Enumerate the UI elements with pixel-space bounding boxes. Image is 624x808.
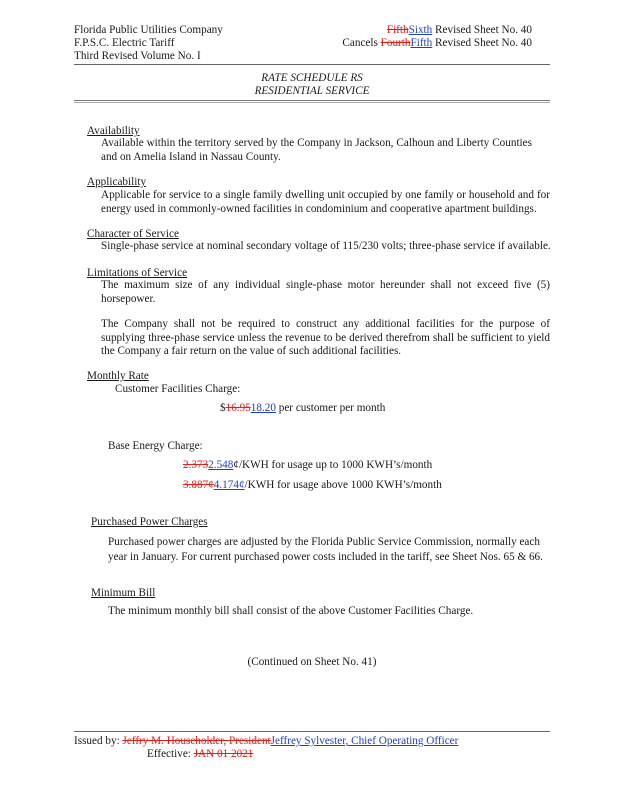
minimum-bill-text: The minimum monthly bill shall consist of the above Customer Facilities Charge. xyxy=(108,605,474,617)
cancels-prefix: Cancels xyxy=(342,37,381,49)
customer-facilities-label: Customer Facilities Charge: xyxy=(115,383,241,395)
charge-inserted: 18.20 xyxy=(250,402,276,414)
sheet-rest: Revised Sheet No. 40 xyxy=(432,24,532,36)
availability-text: Available within the territory served by the Company in Jackson, Calhoun and Liberty Counties and on Amelia Island in Nassau County. xyxy=(101,137,532,163)
issued-by xyxy=(74,735,458,748)
rate2-deleted: 3.887¢ xyxy=(183,479,214,491)
effective-label: Effective: xyxy=(147,748,194,760)
title-rule xyxy=(74,100,550,103)
sheet-number xyxy=(387,24,532,37)
cancels-deleted: Fourth xyxy=(380,37,411,49)
continued-note: (Continued on Sheet No. 41) xyxy=(247,656,377,668)
cancels-sheet xyxy=(342,37,532,50)
cancels-rest: Revised Sheet No. 40 xyxy=(432,37,532,49)
character-heading: Character of Service xyxy=(87,228,179,240)
volume-name: Third Revised Volume No. I xyxy=(74,50,201,62)
monthly-rate-heading: Monthly Rate xyxy=(87,370,149,382)
limitations-text-2: The Company shall not be required to construct any additional facilities for the purpose of supplying three-phase service unless the revenue to be derived therefrom shall be sufficient to yield the Company a fair return on the value of such additional facilities. xyxy=(101,318,550,357)
applicability-heading: Applicability xyxy=(87,176,147,188)
schedule-subtitle: RESIDENTIAL SERVICE xyxy=(254,85,370,97)
sheet-deleted: Fifth xyxy=(386,24,409,36)
base-energy-label: Base Energy Charge: xyxy=(108,440,203,452)
tariff-name: F.P.S.C. Electric Tariff xyxy=(74,37,175,49)
rate1-inserted: 2.548 xyxy=(208,459,234,471)
rate2-inserted: 4.174¢ xyxy=(213,479,245,491)
charge-suffix: per customer per month xyxy=(275,402,386,414)
limitations-heading: Limitations of Service xyxy=(87,267,188,279)
availability-heading: Availability xyxy=(87,125,140,137)
issued-inserted: Jeffrey Sylvester, Chief Operating Officer xyxy=(270,735,459,747)
rate1-suffix: ¢/KWH for usage up to 1000 KWH’s/month xyxy=(233,459,433,471)
rate1-deleted: 2.373 xyxy=(183,459,209,471)
character-text: Single-phase service at nominal secondary voltage of 115/230 volts; three-phase service if available. xyxy=(101,240,551,252)
effective-deleted: JAN 01 2021 xyxy=(193,748,254,760)
customer-facilities-charge xyxy=(220,402,385,415)
charge-deleted: 16.95 xyxy=(225,402,251,414)
minimum-bill-heading: Minimum Bill xyxy=(91,587,156,599)
applicability-text: Applicable for service to a single family dwelling unit occupied by one family or household and for energy used in commonly-owned facilities in condominium and cooperative apartment buildings. xyxy=(101,189,550,215)
purchased-power-heading: Purchased Power Charges xyxy=(91,516,208,528)
header-rule xyxy=(74,64,550,65)
purchased-power-text: Purchased power charges are adjusted by the Florida Public Service Commission, normally each year in January. For current purchased power costs included in the tariff, see Sheet Nos. 65 & 66. xyxy=(108,536,543,563)
issued-deleted: Jeffry M. Householder, President xyxy=(122,735,271,747)
effective-date xyxy=(147,748,253,761)
company-name: Florida Public Utilities Company xyxy=(74,24,223,36)
energy-rate-2 xyxy=(183,479,442,492)
energy-rate-1 xyxy=(183,459,432,472)
schedule-title: RATE SCHEDULE RS xyxy=(261,72,363,84)
cancels-inserted: Fifth xyxy=(410,37,433,49)
rate2-suffix: /KWH for usage above 1000 KWH’s/month xyxy=(244,479,442,491)
issued-label: Issued by: xyxy=(74,735,123,747)
charge-prefix: $ xyxy=(220,402,226,414)
footer-rule xyxy=(74,731,550,732)
limitations-text-1: The maximum size of any individual single-phase motor hereunder shall not exceed five (5) horsepower. xyxy=(101,279,550,305)
sheet-inserted: Sixth xyxy=(408,24,433,36)
